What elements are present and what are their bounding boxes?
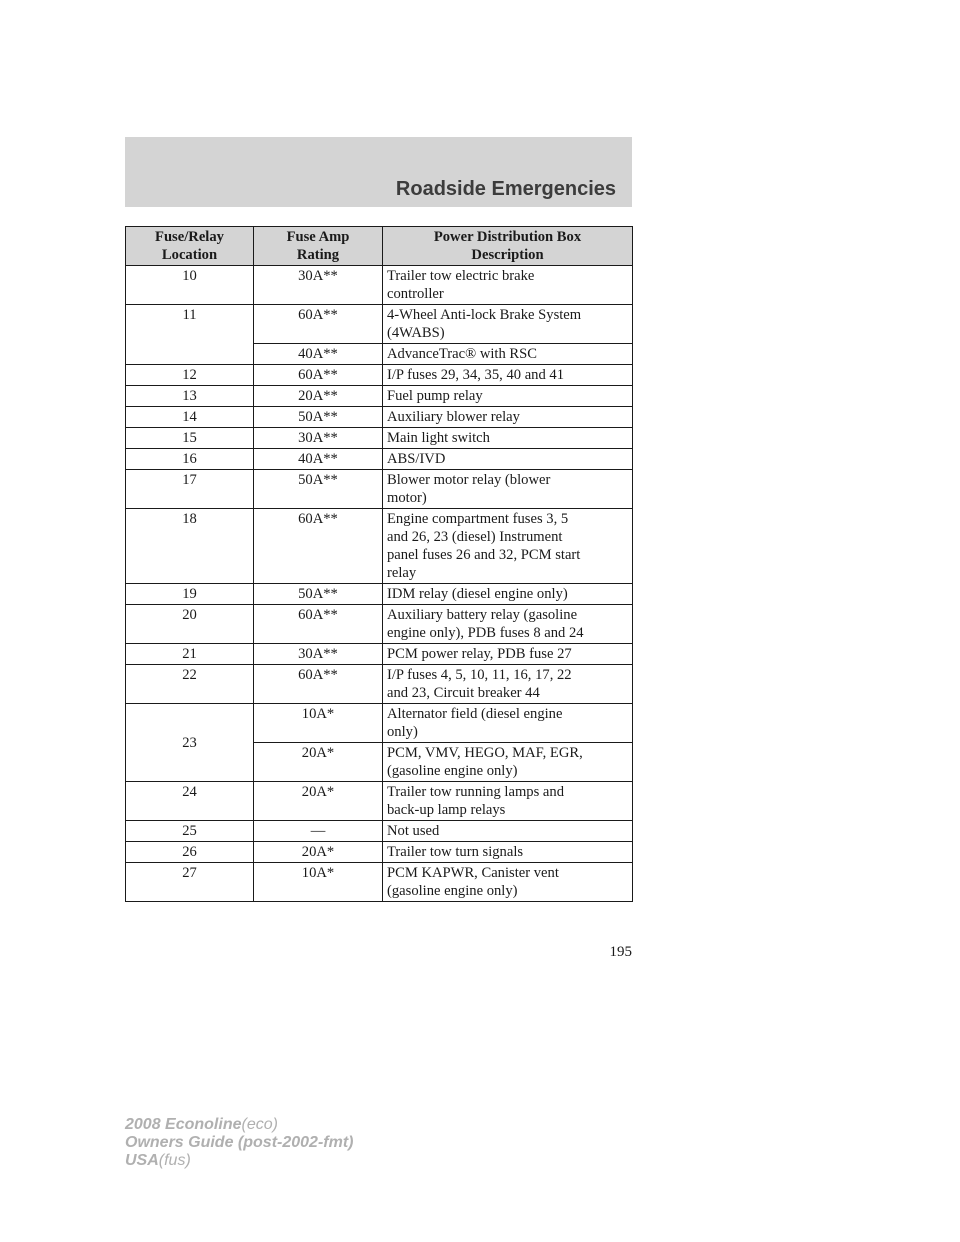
rating-cell: 40A** bbox=[254, 449, 383, 470]
description-cell bbox=[383, 365, 633, 386]
description-line: Fuel pump relay bbox=[387, 388, 483, 404]
location-cell: 13 bbox=[126, 386, 254, 407]
description-line: (gasoline engine only) bbox=[387, 763, 518, 779]
rating-cell: 30A** bbox=[254, 428, 383, 449]
description-line: Not used bbox=[387, 823, 440, 839]
table-row bbox=[126, 428, 633, 449]
header-location bbox=[126, 227, 254, 266]
description-cell bbox=[383, 449, 633, 470]
table-row bbox=[126, 782, 633, 821]
table-row bbox=[126, 407, 633, 428]
rating-cell: 30A** bbox=[254, 266, 383, 305]
footer-line-1 bbox=[125, 1116, 353, 1134]
description-line: (4WABS) bbox=[387, 325, 445, 341]
rating-cell: 50A** bbox=[254, 407, 383, 428]
location-cell: 24 bbox=[126, 782, 254, 821]
location-cell: 19 bbox=[126, 584, 254, 605]
rating-cell: 10A* bbox=[254, 863, 383, 902]
location-cell: 11 bbox=[126, 305, 254, 365]
description-line: only) bbox=[387, 724, 418, 740]
location-cell: 14 bbox=[126, 407, 254, 428]
rating-cell: 60A** bbox=[254, 665, 383, 704]
table-row bbox=[126, 386, 633, 407]
rating-cell: 20A** bbox=[254, 386, 383, 407]
location-cell: 22 bbox=[126, 665, 254, 704]
location-cell: 23 bbox=[126, 704, 254, 782]
table-row bbox=[126, 605, 633, 644]
rating-cell: — bbox=[254, 821, 383, 842]
rating-cell: 30A** bbox=[254, 644, 383, 665]
header-rating-line2: Rating bbox=[296, 247, 340, 263]
location-cell: 21 bbox=[126, 644, 254, 665]
description-line: Engine compartment fuses 3, 5 bbox=[387, 511, 569, 527]
location-cell: 10 bbox=[126, 266, 254, 305]
description-cell bbox=[383, 821, 633, 842]
description-cell bbox=[383, 842, 633, 863]
description-line: I/P fuses 4, 5, 10, 11, 16, 17, 22 bbox=[387, 667, 572, 683]
footer-market-code: (fus) bbox=[158, 1152, 191, 1169]
location-cell: 12 bbox=[126, 365, 254, 386]
header-location-line2: Location bbox=[161, 247, 218, 263]
description-line: Alternator field (diesel engine bbox=[387, 706, 563, 722]
table-row bbox=[126, 470, 633, 509]
table-row bbox=[126, 584, 633, 605]
rating-cell: 60A** bbox=[254, 605, 383, 644]
description-cell bbox=[383, 470, 633, 509]
description-cell bbox=[383, 266, 633, 305]
header-description-line1: Power Distribution Box bbox=[433, 229, 582, 245]
header-description bbox=[383, 227, 633, 266]
description-line: Trailer tow turn signals bbox=[387, 844, 524, 860]
description-cell bbox=[383, 605, 633, 644]
header-location-line1: Fuse/Relay bbox=[155, 229, 224, 245]
description-cell bbox=[383, 665, 633, 704]
location-cell: 27 bbox=[126, 863, 254, 902]
description-line: Auxiliary blower relay bbox=[387, 409, 520, 425]
section-title: Roadside Emergencies bbox=[395, 178, 616, 200]
rating-cell: 60A** bbox=[254, 509, 383, 584]
header-description-line2: Description bbox=[471, 247, 544, 263]
table-row bbox=[126, 665, 633, 704]
page-number: 195 bbox=[609, 944, 632, 960]
location-cell: 26 bbox=[126, 842, 254, 863]
description-line: motor) bbox=[387, 490, 427, 506]
header-rating bbox=[254, 227, 383, 266]
description-cell bbox=[383, 863, 633, 902]
description-line: back-up lamp relays bbox=[387, 802, 506, 818]
rating-cell: 50A** bbox=[254, 470, 383, 509]
rating-cell: 20A* bbox=[254, 782, 383, 821]
description-cell bbox=[383, 782, 633, 821]
description-line: Trailer tow running lamps and bbox=[387, 784, 564, 800]
location-cell: 16 bbox=[126, 449, 254, 470]
description-line: controller bbox=[387, 286, 444, 302]
table-row bbox=[126, 863, 633, 902]
table-row bbox=[126, 644, 633, 665]
description-line: ABS/IVD bbox=[387, 451, 446, 467]
description-cell bbox=[383, 704, 633, 743]
description-line: Blower motor relay (blower bbox=[387, 472, 551, 488]
rating-cell: 50A** bbox=[254, 584, 383, 605]
description-line: Main light switch bbox=[387, 430, 490, 446]
description-line: Trailer tow electric brake bbox=[387, 268, 535, 284]
description-line: engine only), PDB fuses 8 and 24 bbox=[387, 625, 584, 641]
table-row bbox=[126, 509, 633, 584]
location-cell: 15 bbox=[126, 428, 254, 449]
description-cell bbox=[383, 743, 633, 782]
table-header-row bbox=[126, 227, 633, 266]
location-cell: 25 bbox=[126, 821, 254, 842]
fuse-table bbox=[125, 226, 633, 902]
footer-line-2: Owners Guide (post-2002-fmt) bbox=[125, 1134, 354, 1151]
description-cell bbox=[383, 428, 633, 449]
table-row bbox=[126, 305, 633, 344]
table-row bbox=[126, 266, 633, 305]
rating-cell: 20A* bbox=[254, 743, 383, 782]
table-row bbox=[126, 365, 633, 386]
description-line: (gasoline engine only) bbox=[387, 883, 518, 899]
rating-cell: 60A** bbox=[254, 305, 383, 344]
description-cell bbox=[383, 509, 633, 584]
description-line: PCM KAPWR, Canister vent bbox=[387, 865, 559, 881]
rating-cell: 40A** bbox=[254, 344, 383, 365]
description-line: relay bbox=[387, 565, 417, 581]
location-cell: 17 bbox=[126, 470, 254, 509]
footer-market: USA bbox=[125, 1152, 159, 1169]
document-footer bbox=[125, 1116, 353, 1170]
description-line: PCM, VMV, HEGO, MAF, EGR, bbox=[387, 745, 583, 761]
description-line: I/P fuses 29, 34, 35, 40 and 41 bbox=[387, 367, 565, 383]
footer-model-code: (eco) bbox=[241, 1116, 278, 1133]
description-line: and 23, Circuit breaker 44 bbox=[387, 685, 540, 701]
section-header-band bbox=[125, 137, 632, 207]
description-cell bbox=[383, 386, 633, 407]
table-row bbox=[126, 842, 633, 863]
description-cell bbox=[383, 407, 633, 428]
table-row bbox=[126, 704, 633, 743]
description-line: panel fuses 26 and 32, PCM start bbox=[387, 547, 581, 563]
rating-cell: 60A** bbox=[254, 365, 383, 386]
header-rating-line1: Fuse Amp bbox=[286, 229, 350, 245]
description-cell bbox=[383, 344, 633, 365]
footer-model: 2008 Econoline bbox=[125, 1116, 242, 1133]
description-line: PCM power relay, PDB fuse 27 bbox=[387, 646, 572, 662]
description-line: IDM relay (diesel engine only) bbox=[387, 586, 568, 602]
description-cell bbox=[383, 644, 633, 665]
description-cell bbox=[383, 584, 633, 605]
description-line: 4-Wheel Anti-lock Brake System bbox=[387, 307, 582, 323]
rating-cell: 20A* bbox=[254, 842, 383, 863]
rating-cell: 10A* bbox=[254, 704, 383, 743]
description-line: and 26, 23 (diesel) Instrument bbox=[387, 529, 563, 545]
description-line: Auxiliary battery relay (gasoline bbox=[387, 607, 578, 623]
table-row bbox=[126, 821, 633, 842]
description-cell bbox=[383, 305, 633, 344]
location-cell: 20 bbox=[126, 605, 254, 644]
location-cell: 18 bbox=[126, 509, 254, 584]
table-row bbox=[126, 449, 633, 470]
footer-line-3 bbox=[125, 1152, 353, 1170]
description-line: AdvanceTrac® with RSC bbox=[387, 346, 537, 362]
